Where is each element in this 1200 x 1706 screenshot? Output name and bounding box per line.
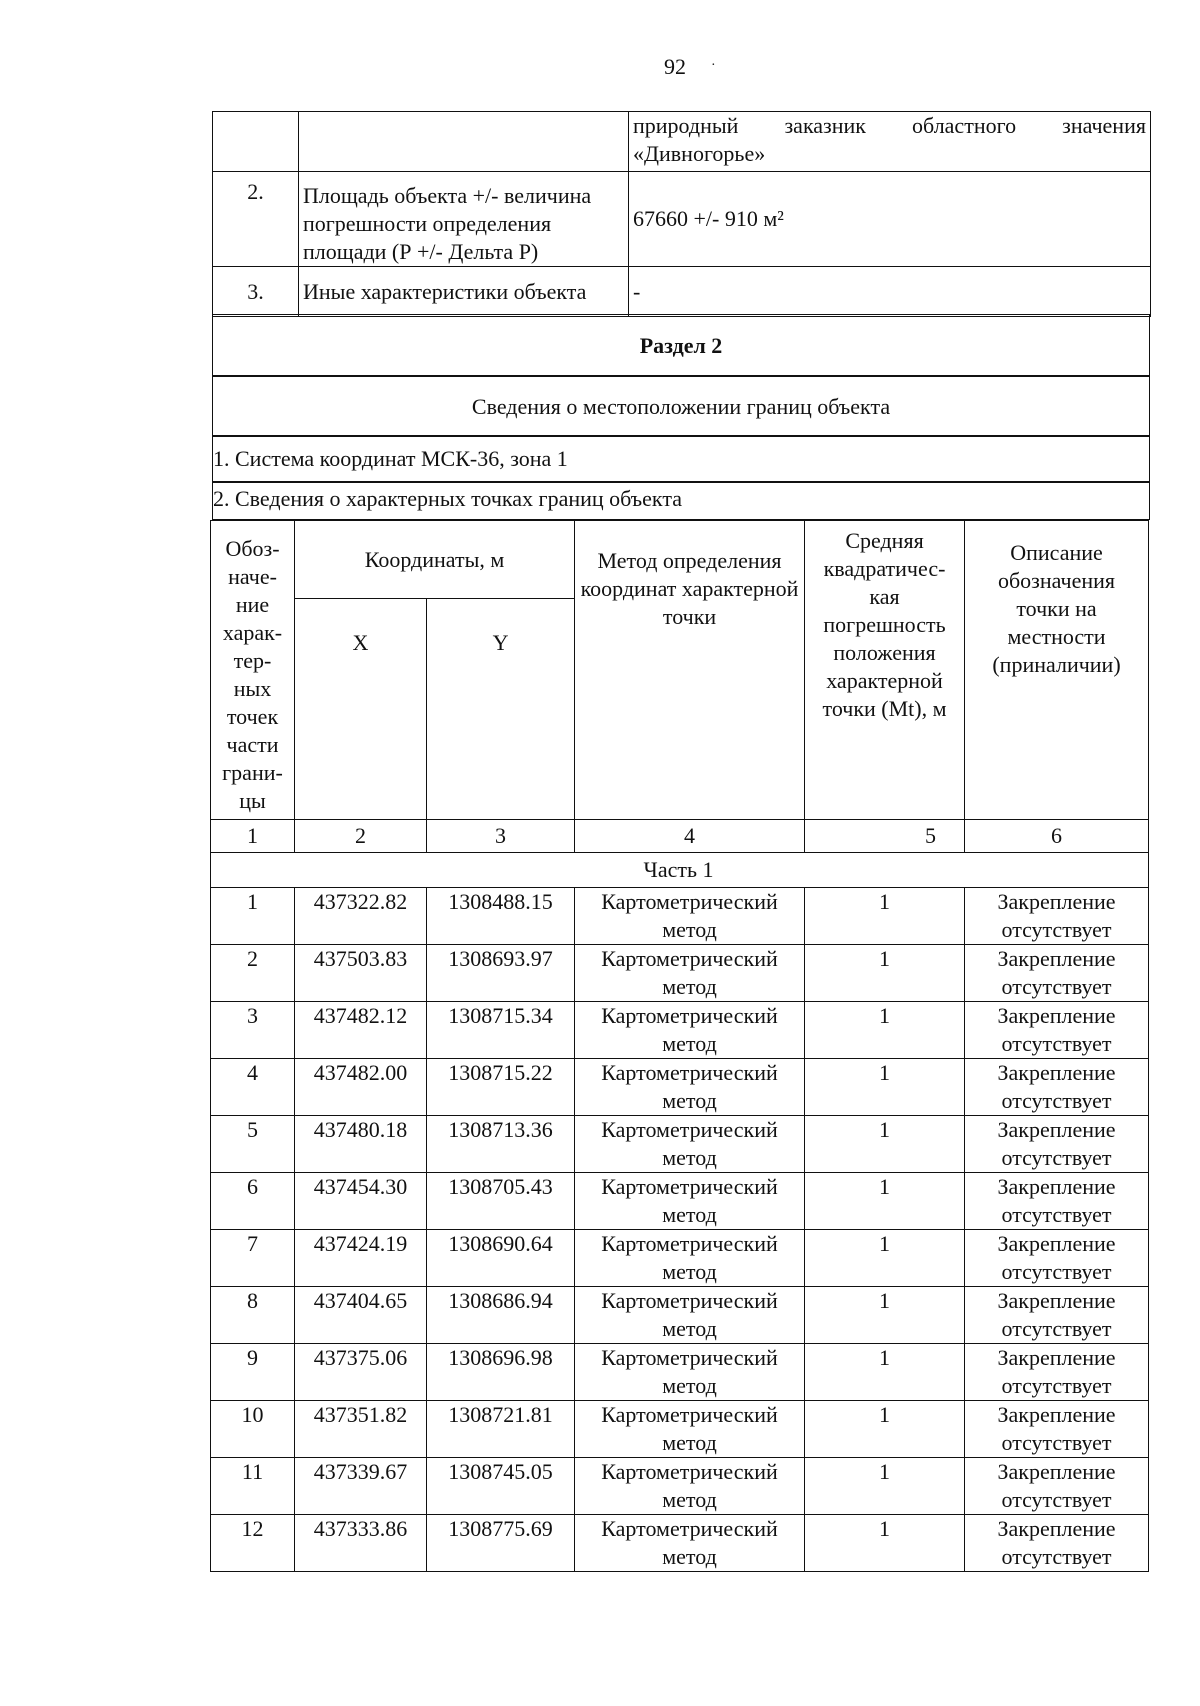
method-cell: Картометрический метод [575,1230,805,1287]
y-coordinate: 1308721.81 [427,1401,575,1458]
x-coordinate: 437482.12 [295,1002,427,1059]
part-row [211,853,1149,888]
table-row [211,1002,1149,1059]
column-number: 1 [211,820,295,853]
row-value: 67660 +/- 910 м² [629,172,1151,267]
part-label: Часть 1 [211,853,1149,888]
x-coordinate: 437322.82 [295,888,427,945]
x-coordinate: 437454.30 [295,1173,427,1230]
point-number: 2 [211,945,295,1002]
point-number: 6 [211,1173,295,1230]
x-coordinate: 437404.65 [295,1287,427,1344]
table-row [211,1458,1149,1515]
table-row [211,1059,1149,1116]
description-cell: Закрепление отсутствует [965,1515,1149,1572]
x-coordinate: 437424.19 [295,1230,427,1287]
section-subtitle: Сведения о местоположении границ объекта [212,376,1150,436]
row-label: Площадь объекта +/- величина погрешности определения площади (Р +/- Дельта Р) [299,172,629,267]
y-coordinate: 1308715.22 [427,1059,575,1116]
error-cell: 1 [805,1173,965,1230]
description-cell: Закрепление отсутствует [965,1458,1149,1515]
y-coordinate: 1308488.15 [427,888,575,945]
description-cell: Закрепление отсутствует [965,1344,1149,1401]
x-coordinate: 437503.83 [295,945,427,1002]
page-number: 92 [664,54,686,79]
table-row [213,172,1151,267]
table-row [211,1344,1149,1401]
method-cell: Картометрический метод [575,945,805,1002]
y-coordinate: 1308686.94 [427,1287,575,1344]
point-number: 12 [211,1515,295,1572]
y-coordinate: 1308775.69 [427,1515,575,1572]
characteristic-points-heading: 2. Сведения о характерных точках границ объекта [212,482,1150,520]
word: заказник [784,113,866,138]
description-cell: Закрепление отсутствует [965,1287,1149,1344]
table-row [211,1287,1149,1344]
coordinate-system: 1. Система координат МСК-36, зона 1 [212,436,1150,482]
table-row [211,1173,1149,1230]
x-coordinate: 437333.86 [295,1515,427,1572]
point-number: 11 [211,1458,295,1515]
x-coordinate: 437480.18 [295,1116,427,1173]
description-cell: Закрепление отсутствует [965,945,1149,1002]
error-cell: 1 [805,1287,965,1344]
description-header: Описание обозначения точки на местности (приналичии) [965,521,1149,820]
description-cell: Закрепление отсутствует [965,1116,1149,1173]
error-header: Средняя квадратичес-кая погрешность положения характерной точки (Mt), м [805,521,965,820]
error-cell: 1 [805,1002,965,1059]
header-row [211,521,1149,599]
table-row [211,888,1149,945]
y-coordinate: 1308745.05 [427,1458,575,1515]
error-cell: 1 [805,1116,965,1173]
reserve-name: «Дивногорье» [633,141,766,166]
method-cell: Картометрический метод [575,1515,805,1572]
error-cell: 1 [805,1458,965,1515]
column-numbers-row [211,820,1149,853]
y-coordinate: 1308713.36 [427,1116,575,1173]
point-number: 4 [211,1059,295,1116]
column-number: 5 [805,820,965,853]
point-number: 9 [211,1344,295,1401]
y-coordinate: 1308693.97 [427,945,575,1002]
method-cell: Картометрический метод [575,1401,805,1458]
error-cell: 1 [805,1059,965,1116]
table-row [211,1116,1149,1173]
coordinates-header: Координаты, м [295,521,575,599]
table-row [211,1230,1149,1287]
object-characteristics-table [212,111,1151,317]
method-cell: Картометрический метод [575,1458,805,1515]
table-row [213,112,1151,172]
method-cell: Картометрический метод [575,1059,805,1116]
description-cell: Закрепление отсутствует [965,1002,1149,1059]
x-coordinate: 437339.67 [295,1458,427,1515]
description-cell: Закрепление отсутствует [965,1173,1149,1230]
reserve-line [633,112,1146,140]
description-cell: Закрепление отсутствует [965,888,1149,945]
description-cell: Закрепление отсутствует [965,1059,1149,1116]
error-cell: 1 [805,1230,965,1287]
row-number: 3. [213,267,299,317]
error-cell: 1 [805,945,965,1002]
method-cell: Картометрический метод [575,1173,805,1230]
method-cell: Картометрический метод [575,888,805,945]
table-row [211,945,1149,1002]
boundary-points-table [210,520,1149,1572]
method-cell: Картометрический метод [575,1344,805,1401]
point-number: 10 [211,1401,295,1458]
point-number: 7 [211,1230,295,1287]
method-header: Метод определения координат характерной точки [575,521,805,820]
description-cell: Закрепление отсутствует [965,1230,1149,1287]
y-header: Y [427,599,575,820]
word: природный [633,113,739,138]
y-coordinate: 1308705.43 [427,1173,575,1230]
point-number: 8 [211,1287,295,1344]
column-number: 4 [575,820,805,853]
point-number: 3 [211,1002,295,1059]
table-row [213,267,1151,317]
x-coordinate: 437482.00 [295,1059,427,1116]
table-row [211,1401,1149,1458]
column-number: 3 [427,820,575,853]
word: значения [1062,113,1146,138]
point-number: 5 [211,1116,295,1173]
y-coordinate: 1308715.34 [427,1002,575,1059]
method-cell: Картометрический метод [575,1287,805,1344]
points-body [211,888,1149,1572]
x-coordinate: 437375.06 [295,1344,427,1401]
row-value: - [629,267,1151,317]
error-cell: 1 [805,1401,965,1458]
error-cell: 1 [805,888,965,945]
row-number: 2. [213,172,299,267]
row-label [299,112,629,172]
method-cell: Картометрический метод [575,1116,805,1173]
x-header: X [295,599,427,820]
word: областного [912,113,1017,138]
row-value [629,112,1151,172]
error-cell: 1 [805,1515,965,1572]
point-number: 1 [211,888,295,945]
description-cell: Закрепление отсутствует [965,1401,1149,1458]
column-number: 2 [295,820,427,853]
designation-header: Обоз-наче-ние харак-тер-ных точек части грани-цы [211,521,295,820]
page-mark: · [711,58,716,73]
method-cell: Картометрический метод [575,1002,805,1059]
table-row [211,1515,1149,1572]
x-coordinate: 437351.82 [295,1401,427,1458]
section-title: Раздел 2 [212,314,1150,376]
row-number [213,112,299,172]
error-cell: 1 [805,1344,965,1401]
y-coordinate: 1308696.98 [427,1344,575,1401]
y-coordinate: 1308690.64 [427,1230,575,1287]
column-number: 6 [965,820,1149,853]
row-label: Иные характеристики объекта [299,267,629,317]
